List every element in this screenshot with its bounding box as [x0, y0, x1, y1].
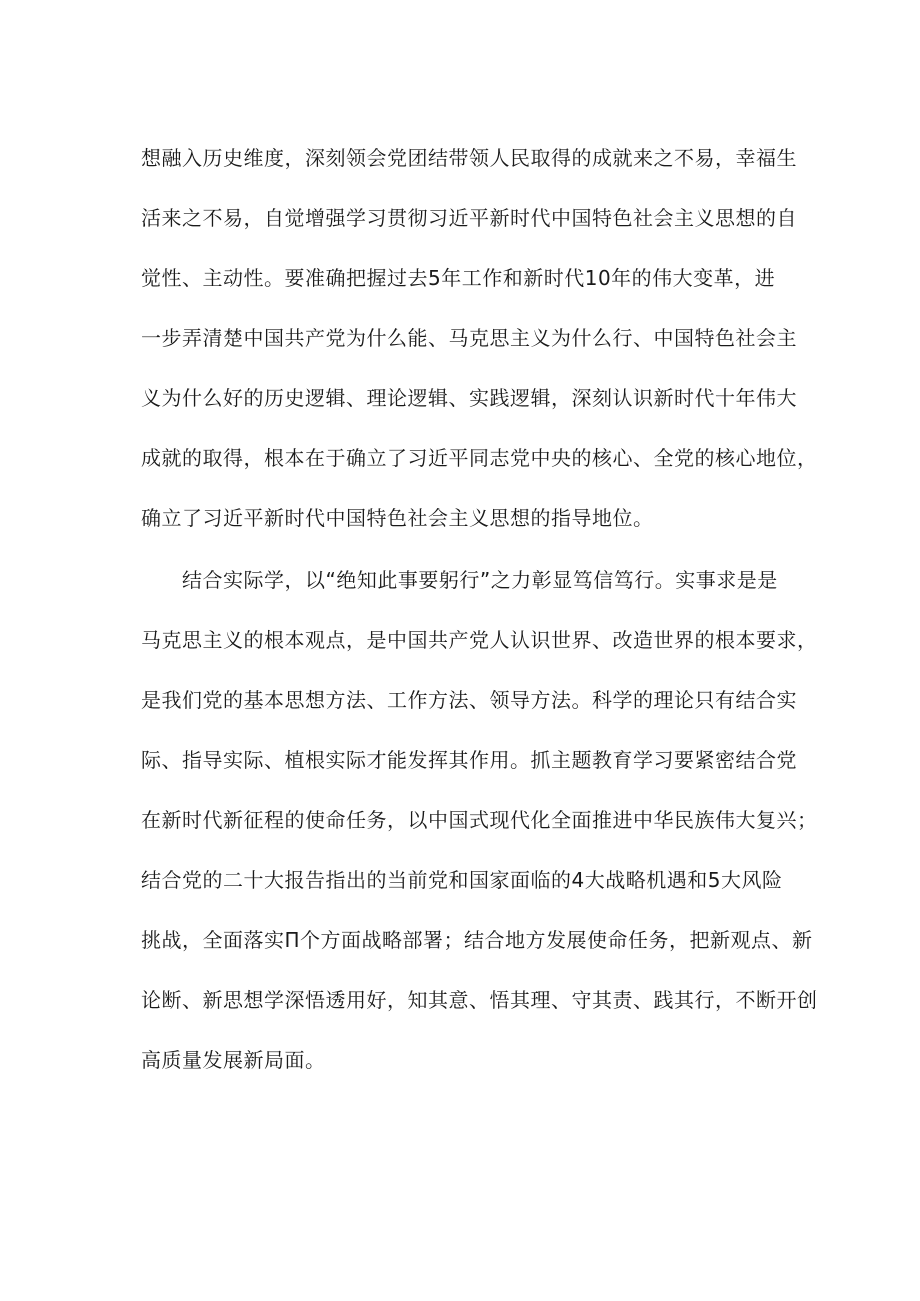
text-line: 结合实际学，以“绝知此事要躬行”之力彰显笃信笃行。实事求是是 [141, 568, 778, 592]
text-line: 觉性、主动性。要准确把握过去5年工作和新时代10年的伟大变革，进 [141, 266, 776, 290]
text-line: 是我们党的基本思想方法、工作方法、领导方法。科学的理论只有结合实 [141, 688, 797, 712]
text-line: 一步弄清楚中国共产党为什么能、马克思主义为什么行、中国特色社会主 [141, 326, 797, 350]
paragraph-2 [141, 550, 818, 1090]
text-line: 论断、新思想学深悟透用好，知其意、悟其理、守其责、践其行，不断开创 [141, 988, 818, 1012]
text-line: 高质量发展新局面。 [141, 1048, 326, 1072]
text-line: 义为什么好的历史逻辑、理论逻辑、实践逻辑，深刻认识新时代十年伟大 [141, 386, 797, 410]
text-line: 成就的取得，根本在于确立了习近平同志党中央的核心、全党的核心地位， [141, 446, 818, 470]
text-line: 马克思主义的根本观点，是中国共产党人认识世界、改造世界的根本要求， [141, 628, 818, 652]
text-line: 挑战，全面落实Π个方面战略部署；结合地方发展使命任务，把新观点、新 [141, 928, 813, 952]
paragraph-1 [141, 128, 818, 548]
text-line: 确立了习近平新时代中国特色社会主义思想的指导地位。 [141, 506, 654, 530]
text-line: 活来之不易，自觉增强学习贯彻习近平新时代中国特色社会主义思想的自 [141, 206, 797, 230]
text-line: 在新时代新征程的使命任务，以中国式现代化全面推进中华民族伟大复兴； [141, 808, 818, 832]
text-line: 际、指导实际、植根实际才能发挥其作用。抓主题教育学习要紧密结合党 [141, 748, 797, 772]
text-line: 想融入历史维度，深刻领会党团结带领人民取得的成就来之不易，幸福生 [141, 146, 797, 170]
text-line: 结合党的二十大报告指出的当前党和国家面临的4大战略机遇和5大风险 [141, 868, 783, 892]
